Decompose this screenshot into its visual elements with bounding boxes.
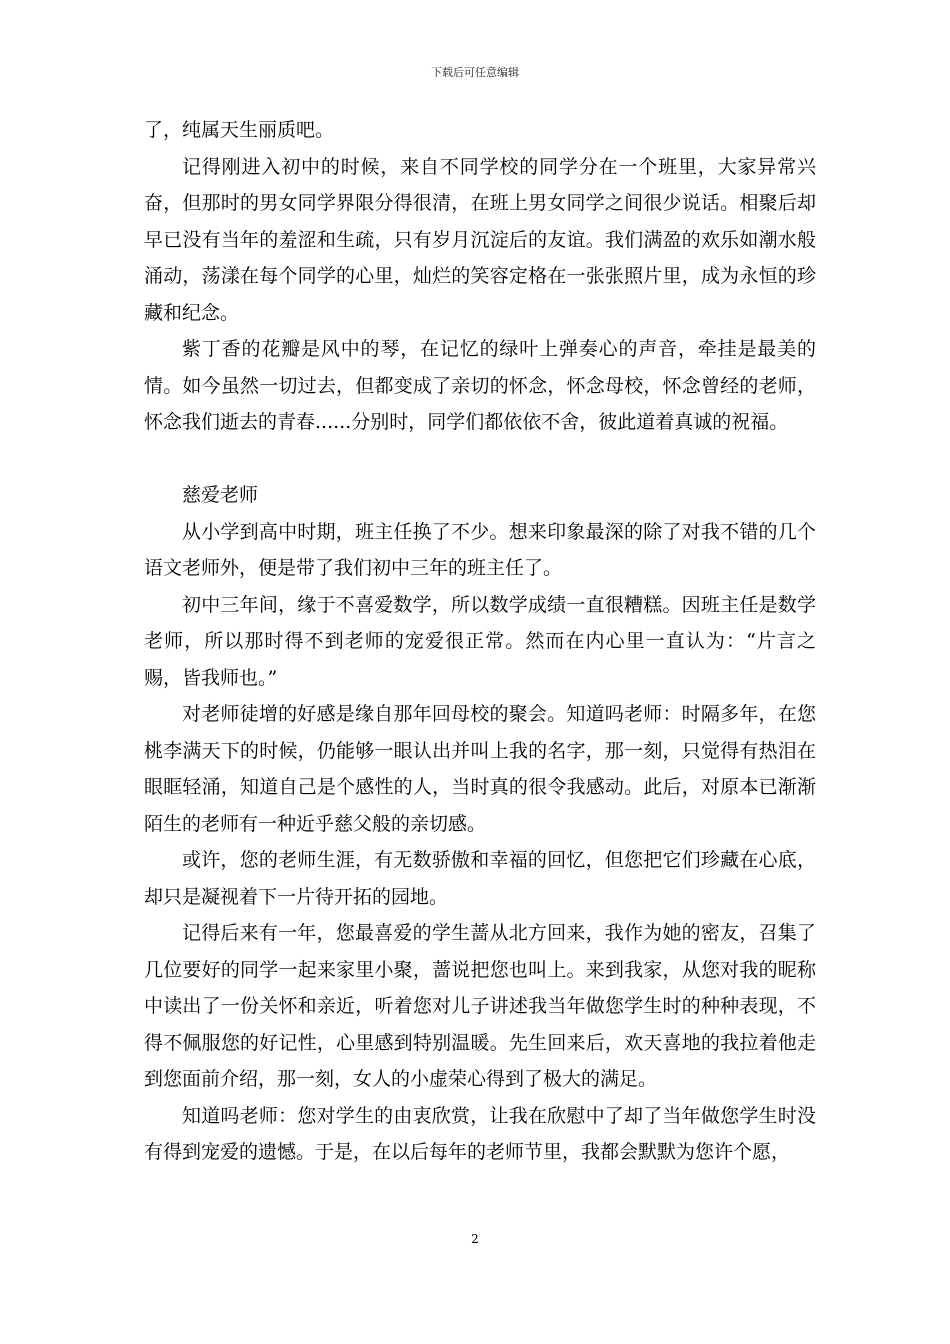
document-body (144, 112, 816, 1171)
paragraph-teacher-career: 或许，您的老师生涯，有无数骄傲和幸福的回忆，但您把它们珍藏在心底，却只是凝视着下一片待开拓的园地。 (144, 849, 816, 908)
paragraph-classmates-reunion: 记得刚进入初中的时候，来自不同学校的同学分在一个班里，大家异常兴奋，但那时的男女同学界限分得很清，在班上男女同学之间很少说话。相聚后却早已没有当年的羞涩和生疏，只有岁月沉淀后的友谊。我们满盈的欢乐如潮水般涌动，荡漾在每个同学的心里，灿烂的笑容定格在一张张照片里，成为永恒的珍藏和纪念。 (144, 155, 816, 324)
paragraph-math-grades: 初中三年间，缘于不喜爱数学，所以数学成绩一直很糟糕。因班主任是数学老师，所以那时得不到老师的宠爱很正常。然而在内心里一直认为：“片言之赐，皆我师也。” (144, 593, 816, 689)
page-number: 2 (471, 1232, 479, 1246)
paragraph-lilac: 紫丁香的花瓣是风中的琴，在记忆的绿叶上弹奏心的声音，牵挂是最美的情。如今虽然一切过去，但都变成了亲切的怀念，怀念母校，怀念曾经的老师，怀念我们逝去的青春......分别时，同学们都依依不舍，彼此道着真诚的祝福。 (144, 338, 816, 433)
paragraph-home-visit: 记得后来有一年，您最喜爱的学生蔷从北方回来，我作为她的密友，召集了几位要好的同学一起来家里小聚，蔷说把您也叫上。来到我家，从您对我的昵称中读出了一份关怀和亲近，听着您对儿子讲述我当年做您学生时的种种表现，不得不佩服您的好记性，心里感到特别温暖。先生回来后，欢天喜地的我拉着他走到您面前介绍，那一刻，女人的小虚荣心得到了极大的满足。 (144, 922, 816, 1090)
section-heading: 慈爱老师 (182, 484, 259, 506)
paragraph-head-teachers: 从小学到高中时期，班主任换了不少。想来印象最深的除了对我不错的几个语文老师外，便是带了我们初中三年的班主任了。 (144, 520, 816, 579)
page-header: 下载后可任意编辑 (431, 66, 519, 79)
paragraph-teachers-day: 知道吗老师：您对学生的由衷欣赏，让我在欣慰中了却了当年做您学生时没有得到宠爱的遗憾。于是，在以后每年的老师节里，我都会默默为您许个愿， (144, 1104, 816, 1163)
paragraph-continuation: 了，纯属天生丽质吧。 (144, 119, 335, 141)
paragraph-spacer (144, 441, 816, 478)
paragraph-school-gathering: 对老师徒增的好感是缘自那年回母校的聚会。知道吗老师：时隔多年，在您桃李满天下的时候，仍能够一眼认出并叫上我的名字，那一刻，只觉得有热泪在眼眶轻涌，知道自己是个感性的人，当时真的很令我感动。此后，对原本已渐渐陌生的老师有一种近乎慈父般的亲切感。 (144, 703, 816, 835)
